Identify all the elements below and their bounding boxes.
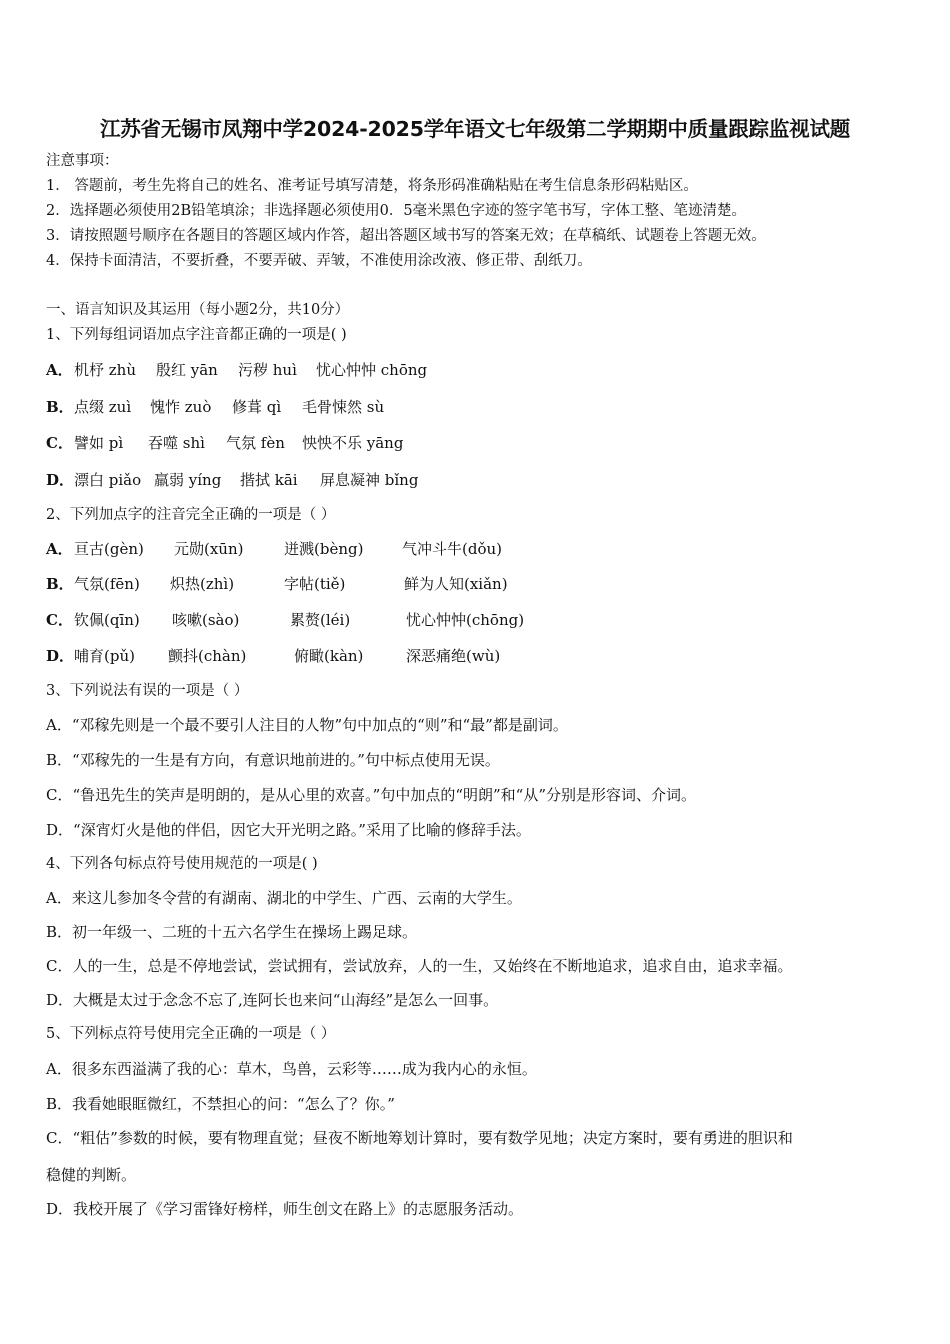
option-word: 点缀 zuì bbox=[74, 398, 132, 416]
question-5-stem: 5、下列标点符号使用完全正确的一项是（ ） bbox=[46, 1026, 336, 1042]
option-word: 羸弱 yíng bbox=[154, 471, 222, 489]
option-word: 忧心忡忡(chōng) bbox=[406, 611, 525, 629]
option-word: 忧心忡忡 chōng bbox=[316, 361, 428, 379]
q4-option-a[interactable]: A．来这儿参加冬令营的有湖南、湖北的中学生、广西、云南的大学生。 bbox=[46, 889, 522, 907]
option-word: 气氛 fèn bbox=[226, 434, 285, 452]
option-word: 深恶痛绝(wù) bbox=[406, 647, 501, 665]
option-label: B． bbox=[46, 575, 74, 593]
question-4-stem: 4、下列各句标点符号使用规范的一项是( ) bbox=[46, 856, 318, 872]
q2-option-d[interactable] bbox=[46, 646, 500, 666]
q4-option-d[interactable]: D．大概是太过于念念不忘了,连阿长也来问“山海经”是怎么一回事。 bbox=[46, 991, 499, 1009]
option-word: 字帖(tiě) bbox=[284, 575, 346, 593]
option-word: 愧怍 zuò bbox=[150, 398, 212, 416]
q5-option-c[interactable]: C．“粗估”参数的时候，要有物理直觉；昼夜不断地筹划计算时，要有数学见地；决定方案时，要有勇进的胆识和 bbox=[46, 1129, 793, 1147]
q5-option-a[interactable]: A．很多东西溢满了我的心：草木，鸟兽，云彩等……成为我内心的永恒。 bbox=[46, 1060, 537, 1078]
option-word: 气氛(fēn) bbox=[74, 575, 140, 593]
option-word: 屏息凝神 bǐng bbox=[320, 471, 419, 489]
q3-option-b[interactable]: B．“邓稼先的一生是有方向，有意识地前进的。”句中标点使用无误。 bbox=[46, 751, 500, 769]
option-word: 譬如 pì bbox=[74, 434, 124, 452]
q1-option-c[interactable] bbox=[46, 433, 403, 453]
option-word: 毛骨悚然 sù bbox=[302, 398, 385, 416]
option-word: 气冲斗牛(dǒu) bbox=[402, 540, 502, 558]
option-label: A． bbox=[46, 540, 73, 558]
question-3-stem: 3、下列说法有误的一项是（ ） bbox=[46, 683, 249, 699]
option-label: B． bbox=[46, 398, 74, 416]
notice-item: 1． 答题前，考生先将自己的姓名、准考证号填写清楚，将条形码准确粘贴在考生信息条形码粘贴区。 bbox=[46, 178, 698, 194]
q5-option-c-continued: 稳健的判断。 bbox=[46, 1166, 137, 1184]
option-word: 揩拭 kāi bbox=[240, 471, 298, 489]
question-1-stem: 1、下列每组词语加点字注音都正确的一项是( ) bbox=[46, 327, 347, 343]
option-label: C． bbox=[46, 434, 73, 452]
q5-option-d[interactable]: D．我校开展了《学习雷锋好榜样，师生创文在路上》的志愿服务活动。 bbox=[46, 1200, 524, 1218]
option-word: 俯瞰(kàn) bbox=[294, 647, 364, 665]
option-word: 元勋(xūn) bbox=[174, 540, 244, 558]
section-heading: 一、语言知识及其运用（每小题2分，共10分） bbox=[46, 302, 350, 318]
q1-option-b[interactable] bbox=[46, 397, 384, 417]
notice-item: 2．选择题必须使用2B铅笔填涂；非选择题必须使用0．5毫米黑色字迹的签字笔书写，字体工整、笔迹清楚。 bbox=[46, 203, 747, 219]
page-title: 江苏省无锡市凤翔中学2024-2025学年语文七年级第二学期期中质量跟踪监视试题 bbox=[99, 117, 851, 141]
notice-item: 3．请按照题号顺序在各题目的答题区域内作答，超出答题区域书写的答案无效；在草稿纸、试题卷上答题无效。 bbox=[46, 228, 766, 244]
q3-option-c[interactable]: C．“鲁迅先生的笑声是明朗的，是从心里的欢喜。”句中加点的“明朗”和“从”分别是形容词、介词。 bbox=[46, 786, 696, 804]
option-word: 修葺 qì bbox=[232, 398, 282, 416]
q4-option-b[interactable]: B．初一年级一、二班的十五六名学生在操场上踢足球。 bbox=[46, 923, 418, 941]
option-label: C． bbox=[46, 611, 73, 629]
option-word: 迸溅(bèng) bbox=[284, 540, 364, 558]
option-word: 殷红 yān bbox=[156, 361, 218, 379]
q5-option-b[interactable]: B．我看她眼眶微红，不禁担心的问：“怎么了？你。” bbox=[46, 1095, 395, 1113]
q2-option-c[interactable] bbox=[46, 610, 524, 630]
notice-item: 4．保持卡面清洁，不要折叠，不要弄破、弄皱，不准使用涂改液、修正带、刮纸刀。 bbox=[46, 253, 592, 269]
q4-option-c[interactable]: C．人的一生，总是不停地尝试，尝试拥有，尝试放弃，人的一生，又始终在不断地追求，追求自由，追求幸福。 bbox=[46, 957, 793, 975]
option-word: 颤抖(chàn) bbox=[168, 647, 247, 665]
q3-option-a[interactable]: A．“邓稼先则是一个最不要引人注目的人物”句中加点的“则”和“最”都是副词。 bbox=[46, 716, 568, 734]
q3-option-d[interactable]: D．“深宵灯火是他的伴侣，因它大开光明之路。”采用了比喻的修辞手法。 bbox=[46, 821, 531, 839]
option-label: D． bbox=[46, 471, 75, 489]
q2-option-b[interactable] bbox=[46, 574, 508, 594]
q2-option-a[interactable] bbox=[46, 539, 502, 559]
option-word: 鲜为人知(xiǎn) bbox=[404, 575, 508, 593]
question-2-stem: 2、下列加点字的注音完全正确的一项是（ ） bbox=[46, 507, 336, 523]
q1-option-d[interactable] bbox=[46, 470, 418, 490]
option-word: 累赘(léi) bbox=[290, 611, 351, 629]
option-word: 机杼 zhù bbox=[74, 361, 136, 379]
q1-option-a[interactable] bbox=[46, 360, 427, 380]
option-word: 哺育(pǔ) bbox=[74, 647, 135, 665]
option-word: 漂白 piǎo bbox=[74, 471, 142, 489]
option-word: 钦佩(qīn) bbox=[74, 611, 140, 629]
option-word: 咳嗽(sào) bbox=[172, 611, 240, 629]
option-word: 吞噬 shì bbox=[148, 434, 205, 452]
option-label: D． bbox=[46, 647, 75, 665]
option-word: 污秽 huì bbox=[238, 361, 297, 379]
option-word: 炽热(zhì) bbox=[170, 575, 235, 593]
option-label: A． bbox=[46, 361, 73, 379]
option-word: 怏怏不乐 yāng bbox=[302, 434, 404, 452]
option-word: 亘古(gèn) bbox=[74, 540, 144, 558]
notice-heading: 注意事项： bbox=[46, 153, 119, 169]
